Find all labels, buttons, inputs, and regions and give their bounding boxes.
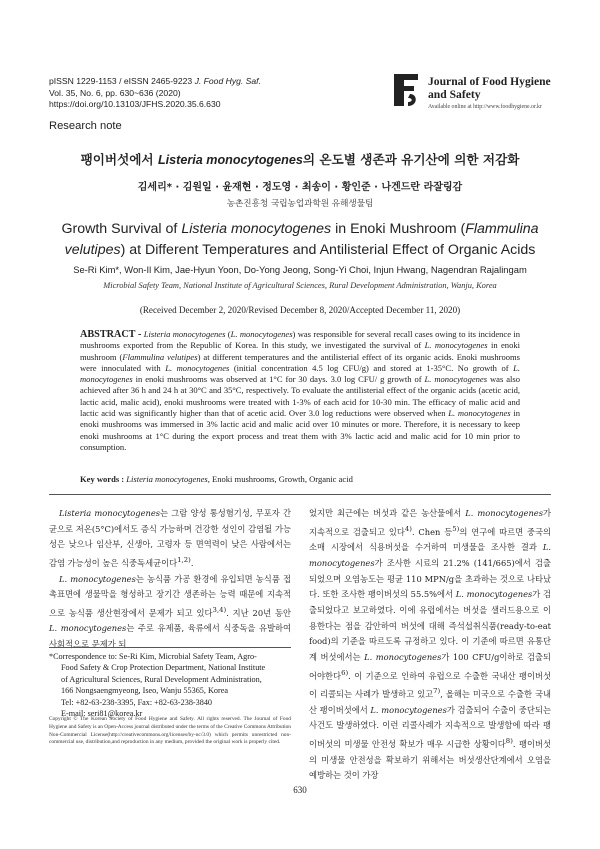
- citation: 5): [452, 524, 460, 533]
- abstract-italic: L. monocytogenes: [80, 362, 520, 385]
- doi-link[interactable]: https://doi.org/10.13103/JFHS.2020.35.6.630: [49, 99, 221, 110]
- english-affiliation: Microbial Safety Team, National Institute of Agricultural Sciences, Rural Development Administration, Wanju, Korea: [103, 281, 497, 290]
- abstract-text: ) at different temperatures and the antilisterial effect of its organic acids. Enoki mushrooms were innoculated with: [80, 351, 521, 373]
- body-text: 가 지속적으로 검출되고 있다: [309, 508, 551, 537]
- abstract-italic: L. monocytogenes: [424, 374, 488, 385]
- body-text: 었지만 최근에는 버섯과 같은 농산물에서: [309, 508, 466, 518]
- korean-authors: 김세리* · 김원일 · 윤재현 · 정도영 · 최송이 · 황인준 · 나겐드란 라잘링감: [137, 182, 463, 193]
- journal-logo-icon: [392, 72, 420, 108]
- abstract-text: (initial concentration 4.5 log CFU/g) and stored at 1-35°C. No growth of: [229, 362, 514, 373]
- english-title-italic: Listeria monocytogenes: [181, 221, 332, 237]
- body-italic: L. monocytogenes: [58, 573, 136, 584]
- citation: 7): [433, 687, 441, 696]
- abstract-text: (: [225, 329, 231, 339]
- body-text: 가 100 CFU/g이하로 검출되어야한다: [309, 652, 551, 681]
- body-italic: L. monocytogenes: [49, 623, 127, 634]
- body-text: 가 조사한 시료의 21.2% (141/665)에서 검출되었으며 오염농도는 평균 110 MPN/g을 초과하는 것으로 나타났다. 또한 조사한 팽이버섯의 55.5%에서: [309, 557, 551, 600]
- abstract-italic: L. monocytogenes: [230, 329, 293, 339]
- abstract-italic: Listeria monocytogenes: [141, 329, 226, 339]
- korean-affiliation: 농촌진흥청 국립농업과학원 유해생물팀: [226, 199, 374, 209]
- korean-title-part: 팽이버섯에서: [80, 152, 158, 167]
- body-text: . 이 기준으로 인하여 유럽으로 수출한 국내산 팽이버섯이 리콜되는 사례가 발생하고 있고: [309, 670, 551, 700]
- issn: pISSN 1229-1153 / eISSN 2465-9223: [49, 76, 193, 86]
- abstract: [80, 329, 520, 453]
- journal-header: [49, 76, 329, 111]
- article-type: Research note: [49, 120, 122, 132]
- journal-abbrev: J. Food Hyg. Saf.: [194, 76, 261, 86]
- english-title-italic: Flammulina velutipes: [64, 221, 539, 258]
- journal-logo: [392, 72, 562, 116]
- body-text: 는 그람 양성 통성혐기성, 무포자 간균으로 저온(5°C)에서도 증식 가능하며 건강한 성인이 감염될 가능성은 낮으나 임산부, 신생아, 고령자 등 면역력이 낮은 사람에서는 감염 가능성이 높은 식중독세균이다: [49, 508, 291, 568]
- footnote-email[interactable]: E-mail: seri81@korea.kr: [61, 709, 143, 719]
- keywords-label: Key words :: [80, 474, 125, 484]
- citation: 8): [505, 737, 513, 746]
- body-italic: L. monocytogenes: [364, 652, 442, 663]
- english-title-part: Growth Survival of: [61, 221, 182, 237]
- english-title-part: ) at Different Temperatures and Antilisterial Effect of Organic Acids: [120, 242, 536, 258]
- abstract-text: in enoki mushrooms was observed at 1°C for 30 days. 3.0 log CFU/ g growth of: [132, 374, 425, 385]
- english-authors: Se-Ri Kim*, Won-Il Kim, Jae-Hyun Yoon, Do-Yong Jeong, Song-Yi Choi, Injun Hwang, Nagendran Rajalingam: [73, 264, 527, 275]
- section-divider: [49, 494, 551, 495]
- body-text: , 올해는 미국으로 수출한 국내산 팽이버섯에서: [309, 689, 551, 715]
- abstract-label: ABSTRACT -: [80, 329, 142, 340]
- body-italic: L. monocytogenes: [370, 704, 447, 715]
- body-text: 의 연구에 따르면 중국의 소매 시장에서 식용버섯을 수거하여 미생물을 조사한 결과: [309, 526, 551, 553]
- body-column-left: [49, 506, 291, 653]
- body-italic: Listeria monocytogenes: [58, 508, 161, 518]
- issn-line: [49, 76, 329, 88]
- logo-url[interactable]: Available online at http://www.foodhygiene.or.kr: [428, 104, 542, 110]
- body-text: 가 검출되었다고 보고하였다. 이에 유럽에서는 버섯을 샐러드용으로 이용한다는 점을 감안하여 버섯에 대해 즉석섭취식품(ready-to-eat food)의 기준을 따르도록 규정하고 있다. 이 기준에 따르면 유통단계 버섯에서는: [309, 589, 551, 663]
- correspondence-footnote: [49, 651, 291, 719]
- footnote-line: Food Safety & Crop Protection Department, National Institute: [61, 663, 266, 673]
- korean-title-italic: Listeria monocytogenes: [157, 153, 303, 167]
- abstract-text: ) was responsible for several recall cases owing to its incidence in mushrooms exported from the Republic of Korea. In this study, we investigated the survival of: [80, 329, 521, 351]
- logo-title-line2: and Safety: [428, 88, 481, 101]
- abstract-italic: Flammulina velutipes: [122, 351, 198, 362]
- abstract-italic: L. monocytogenes: [448, 408, 511, 419]
- korean-title-part: 의 온도별 생존과 유기산에 의한 저감화: [302, 152, 520, 167]
- logo-title: [428, 75, 551, 101]
- citation: 3,4): [212, 605, 227, 614]
- body-italic: L. monocytogenes: [455, 589, 533, 600]
- logo-title-line1: Journal of Food Hygiene: [428, 75, 551, 88]
- page-number: 630: [293, 785, 307, 795]
- body-text: . 지난 20년 동안: [226, 607, 291, 618]
- keywords: [80, 474, 520, 484]
- korean-title: [0, 149, 600, 168]
- keyword-italic: Listeria monocytogenes: [124, 474, 208, 484]
- volume-line: Vol. 35, No. 6, pp. 630~636 (2020): [49, 87, 181, 98]
- abstract-italic: L. monocytogenes: [424, 340, 488, 351]
- footnote-line: *Correspondence to: Se-Ri Kim, Microbial Safety Team, Agro-: [49, 652, 257, 661]
- abstract-text: in enoki mushrooms was immersed in 3% lactic acid and malic acid over 10 minutes or more. Therefore, it is necessary to keep enoki mushrooms at 1°C during the export process and treat them with 3% lactic acid and malic acid for 10 min prior to consumption.: [80, 408, 520, 452]
- abstract-text: was also achieved after 36 h and 24 h at 30°C and 35°C, respectively. To evaluate the antilisterial effect of the organic acids (acetic acid, lactic acid, malic acid), enoki mushrooms were treated with 1-3% of each acid for 10-30 min. The efficacy of malic acid and lactic acid was significantly higher than that of acetic acid. Over 3.0 log reductions were observed when: [80, 374, 520, 419]
- article-dates: (Received December 2, 2020/Revised December 8, 2020/Accepted December 11, 2020): [139, 305, 461, 315]
- abstract-text: in enoki mushroom (: [80, 340, 520, 362]
- copyright-notice: Copyright © The Korean Society of Food Hygiene and Safety. All rights reserved. The Journal of Food Hygiene and Safety is an Open-Access journal distributed under the terms of the Creative Commons Attribution Non-Commercial License(http://creativecommons.org/licenses/by-nc/3.0) which permits unrestricted non-commercial use, distribution,and reproduction in any medium, provided the original work is properly cited.: [49, 716, 291, 746]
- english-title-part: in Enoki Mushroom (: [331, 221, 466, 237]
- body-italic: L. monocytogenes: [309, 542, 551, 568]
- citation: 1,2): [177, 556, 191, 565]
- body-column-right: [309, 506, 551, 784]
- english-title: [0, 219, 600, 261]
- footnote-line: Tel: +82-63-238-3395, Fax: +82-63-238-3840: [61, 697, 213, 707]
- footnote-divider: [49, 647, 291, 648]
- body-text: 가 검출되어 수출이 중단되는 사건도 발생하였다. 이런 리콜사례가 지속적으로 발생함에 따라 팽이버섯의 미생물 안전성 확보가 매우 시급한 상황이다: [309, 704, 551, 749]
- abstract-italic: L. monocytogenes: [165, 362, 230, 373]
- citation: 6): [341, 668, 349, 677]
- citation: 4): [404, 524, 412, 533]
- body-italic: L. monocytogenes: [465, 508, 543, 518]
- body-text: 는 주로 유제품, 육류에서 식중독을 유발하여 사회적으로 문제가 되: [49, 623, 292, 650]
- footnote-line: 166 Nongsaengmyeong, Iseo, Wanju 55365, Korea: [61, 686, 228, 696]
- paragraph: [49, 572, 291, 653]
- paragraph: [309, 506, 551, 784]
- body-text: 는 농식품 가공 환경에 유입되면 농식품 접촉표면에 생물막을 형성하고 장기간 생존하는 능력 때문에 지속적으로 농식품 생산현장에서 문제가 되고 있다: [49, 573, 292, 618]
- paragraph: Listeria monocytogenes는 그람 양성 통성혐기성, 무포자 간균으로 저온(5°C)에서도 증식 가능하며 건강한 성인이 감염될 가능성은 낮으나 임산부, 신생아, 고령자 등 면역력이 낮은 사람에서는 감염 가능성이 높은 식중독세균이다$^{1,2)}$.: [49, 508, 291, 568]
- body-text: . Chen 등: [411, 526, 453, 537]
- footnote-line: of Agricultural Sciences, Rural Development Administration,: [61, 674, 262, 684]
- keywords-text: , Enoki mushrooms, Growth, Organic acid: [207, 474, 353, 484]
- body-text: . 팽이버섯의 미생물 안전성을 확보하기 위해서는 버섯생산단계에서 오염을 예방하는 것이 가장: [309, 738, 551, 781]
